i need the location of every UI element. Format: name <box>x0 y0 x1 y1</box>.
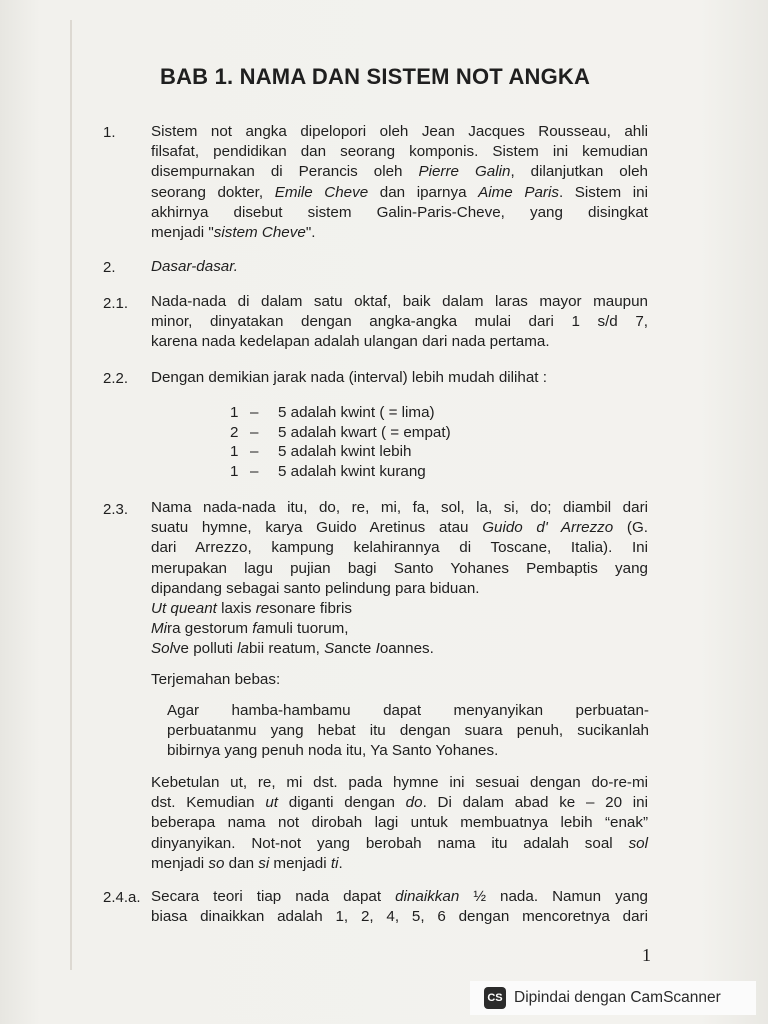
interval-row: 1 – 5 adalah kwint ( = lima) <box>230 404 435 421</box>
text-line: merupakan lagu pujian bagi Santo Yohanes Pembaptis yang <box>151 559 648 577</box>
text-line: disempurnakan di Perancis oleh Pierre Galin, dilanjutkan oleh <box>151 163 648 181</box>
section-number: 2. <box>103 259 116 276</box>
interval-row: 1 – 5 adalah kwint lebih <box>230 443 412 460</box>
text-line: Nada-nada di dalam satu oktaf, baik dalam laras mayor maupun <box>151 293 648 310</box>
interval-row: 1 – 5 adalah kwint kurang <box>230 462 426 480</box>
text-line: beberapa nama not dirobah lagi untuk membuatnya lebih “enak” <box>151 814 648 832</box>
text-line: Nama nada-nada itu, do, re, mi, fa, sol, la, si, do; diambil dari <box>151 499 648 516</box>
hymn-line: Solve polluti labii reatum, Sancte Ioannes. <box>151 640 434 658</box>
text-line: karena nada kedelapan adalah ulangan dari nada pertama. <box>151 333 550 351</box>
section-2-4a-paragraph <box>151 887 648 927</box>
section-2-2-paragraph: Dengan demikian jarak nada (interval) lebih mudah dilihat : <box>151 369 547 386</box>
text-line: menjadi "sistem Cheve". <box>151 224 316 242</box>
italic-name: Emile Cheve <box>274 183 369 201</box>
text-line: akhirnya disebut sistem Galin-Paris-Cheve, yang disingkat <box>151 203 648 221</box>
section-2-3-note <box>151 773 648 874</box>
text-line: seorang dokter, Emile Cheve dan iparnya Aime Paris. Sistem ini <box>151 183 648 201</box>
section-number: 2.2. <box>103 370 129 387</box>
interval-table <box>230 403 451 481</box>
text-line: Agar hamba-hambamu dapat menyanyikan perbuatan- <box>167 702 649 719</box>
hymn-line: Ut queant laxis resonare fibris <box>151 600 352 618</box>
section-2-1-paragraph <box>151 292 648 353</box>
text-line: minor, dinyatakan dengan angka-angka mulai dari 1 s/d 7, <box>151 313 648 331</box>
section-number: 1. <box>103 124 116 141</box>
text-line: Secara teori tiap nada dapat dinaikkan ½ nada. Namun yang <box>151 888 648 905</box>
text-line: dst. Kemudian ut diganti dengan do. Di dalam abad ke – 20 ini <box>151 794 648 812</box>
section-2-3-paragraph <box>151 498 648 660</box>
text-line: dipandang sebagai santo pelindung para biduan. <box>151 579 480 597</box>
text-line: Kebetulan ut, re, mi dst. pada hymne ini sesuai dengan do-re-mi <box>151 774 648 791</box>
italic-name: Aime Paris <box>478 183 559 201</box>
section-number: 2.3. <box>103 501 129 518</box>
translation-quote <box>167 701 649 762</box>
hymn-line: Mira gestorum famuli tuorum, <box>151 620 349 638</box>
text-line: dinyanyikan. Not-not yang berobah nama itu adalah soal sol <box>151 834 648 852</box>
chapter-title: BAB 1. NAMA DAN SISTEM NOT ANGKA <box>160 64 591 89</box>
interval-row: 2 – 5 adalah kwart ( = empat) <box>230 423 451 441</box>
text-line: bibirnya yang penuh noda itu, Ya Santo Yohanes. <box>167 742 499 760</box>
section-number: 2.4.a. <box>103 889 141 906</box>
binding-shadow <box>70 20 72 970</box>
text-line: biasa dinaikkan adalah 1, 2, 4, 5, 6 dengan mencoretnya dari <box>151 908 648 926</box>
italic-term: sistem Cheve <box>213 224 306 242</box>
camscanner-text: Dipindai dengan CamScanner <box>514 989 721 1006</box>
italic-name: Pierre Galin <box>418 163 511 181</box>
page-number: 1 <box>642 945 651 965</box>
text-line: filsafat, pendidikan dan seorang komponis. Sistem ini kemudian <box>151 143 648 161</box>
translation-label: Terjemahan bebas: <box>151 671 281 688</box>
camscanner-logo-icon: CS <box>484 987 506 1009</box>
section-1-paragraph <box>151 122 648 243</box>
text-line: menjadi so dan si menjadi ti. <box>151 854 343 872</box>
text-line: dari Arrezzo, kampung kelahirannya di Toscane, Italia). Ini <box>151 539 648 557</box>
section-2-heading: Dasar-dasar. <box>151 258 238 275</box>
camscanner-watermark <box>470 981 756 1015</box>
text-line: perbuatanmu yang hebat itu dengan suara penuh, sucikanlah <box>167 722 649 740</box>
text-line: suatu hymne, karya Guido Aretinus atau Guido d' Arrezzo (G. <box>151 519 648 537</box>
section-number: 2.1. <box>103 295 129 312</box>
text-line: Sistem not angka dipelopori oleh Jean Jacques Rousseau, ahli <box>151 123 648 140</box>
